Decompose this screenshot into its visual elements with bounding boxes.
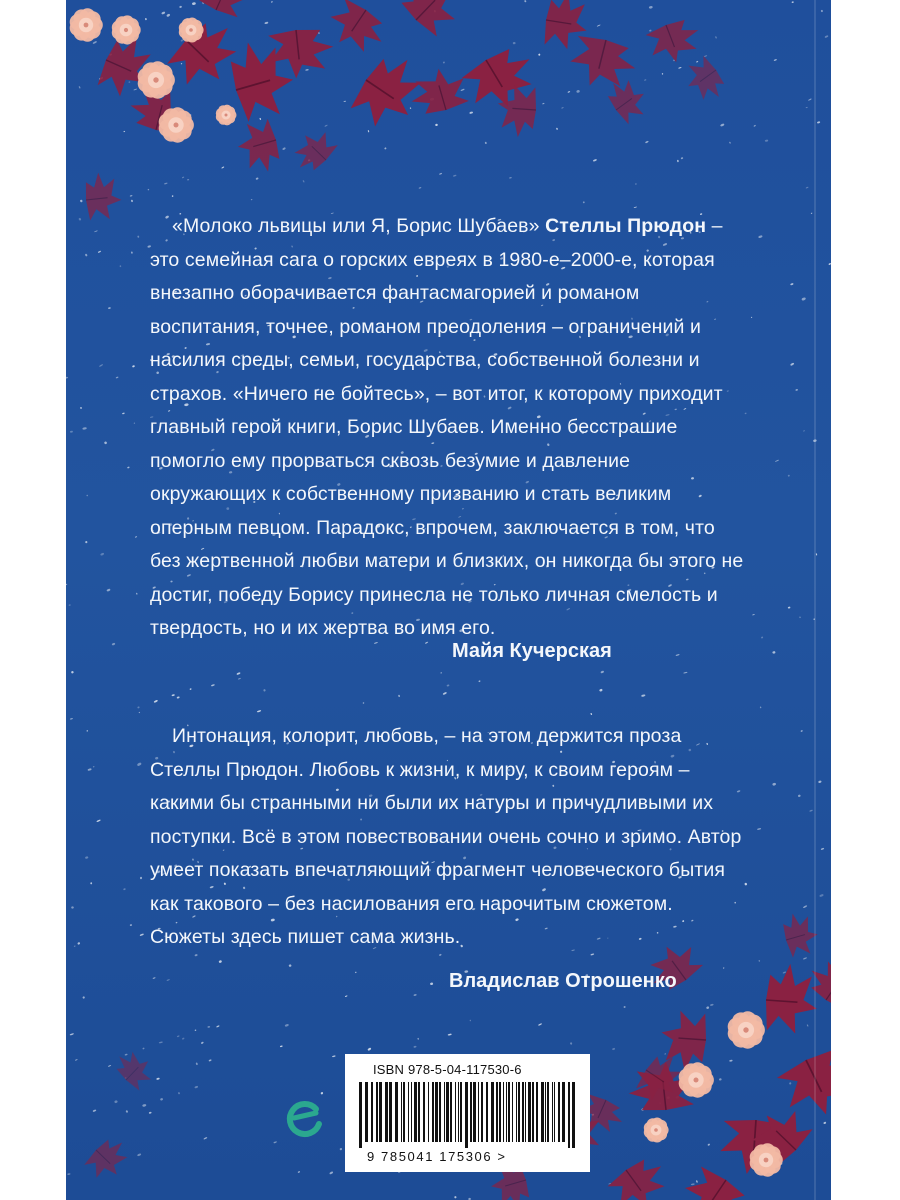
review-paragraph-2 (150, 720, 750, 955)
review-2-body: Интонация, колорит, любовь, – на этом держится проза Стеллы Прюдон. Любовь к жизни, к миру, к своим героям – какими бы странными ни были их натуры и причудливыми их поступки. Всё в этом повествовании очень сочно и зримо. Автор умеет показать впечатляющий фрагмент человеческого бытия как такового – без насилования его нарочитым сюжетом. Сюжеты здесь пишет сама жизнь. (150, 725, 742, 948)
review-2-signature: Владислав Отрошенко (449, 970, 677, 992)
publisher-logo-icon (282, 1094, 328, 1140)
spine-fold-line (814, 0, 816, 1200)
review-1-body: – это семейная сага о горских евреях в 1980-е–2000-е, которая внезапно оборачивается фантасмагорией и романом воспитания, точнее, романом преодоления – ограничений и насилия среды, семьи, государства, собственной болезни и страхов. «Ничего не бойтесь», – вот итог, к которому приходит главный герой книги, Борис Шубаев. Именно бесстрашие помогло ему прорваться сквозь безумие и давление окружающих к собственному призванию и стать великим оперным певцом. Парадокс, впрочем, заключается в том, что без жертвенной любви матери и близких, он никогда бы этого не достиг, победу Борису принесла не только личная смелость и твердость, но и их жертва во имя его. (150, 215, 744, 639)
review-1-signature: Майя Кучерская (452, 640, 612, 662)
review-paragraph-1 (150, 210, 750, 646)
barcode-bars (355, 1082, 580, 1148)
review-1-author-name: Стеллы Прюдон (545, 215, 707, 237)
back-cover (66, 0, 831, 1200)
isbn-text: ISBN 978-5-04-117530-6 (373, 1062, 522, 1077)
barcode-box (345, 1054, 590, 1172)
barcode-digits: 9 785041 175306 > (367, 1149, 507, 1164)
review-1-lead: «Молоко львицы или Я, Борис Шубаев» (172, 215, 540, 237)
